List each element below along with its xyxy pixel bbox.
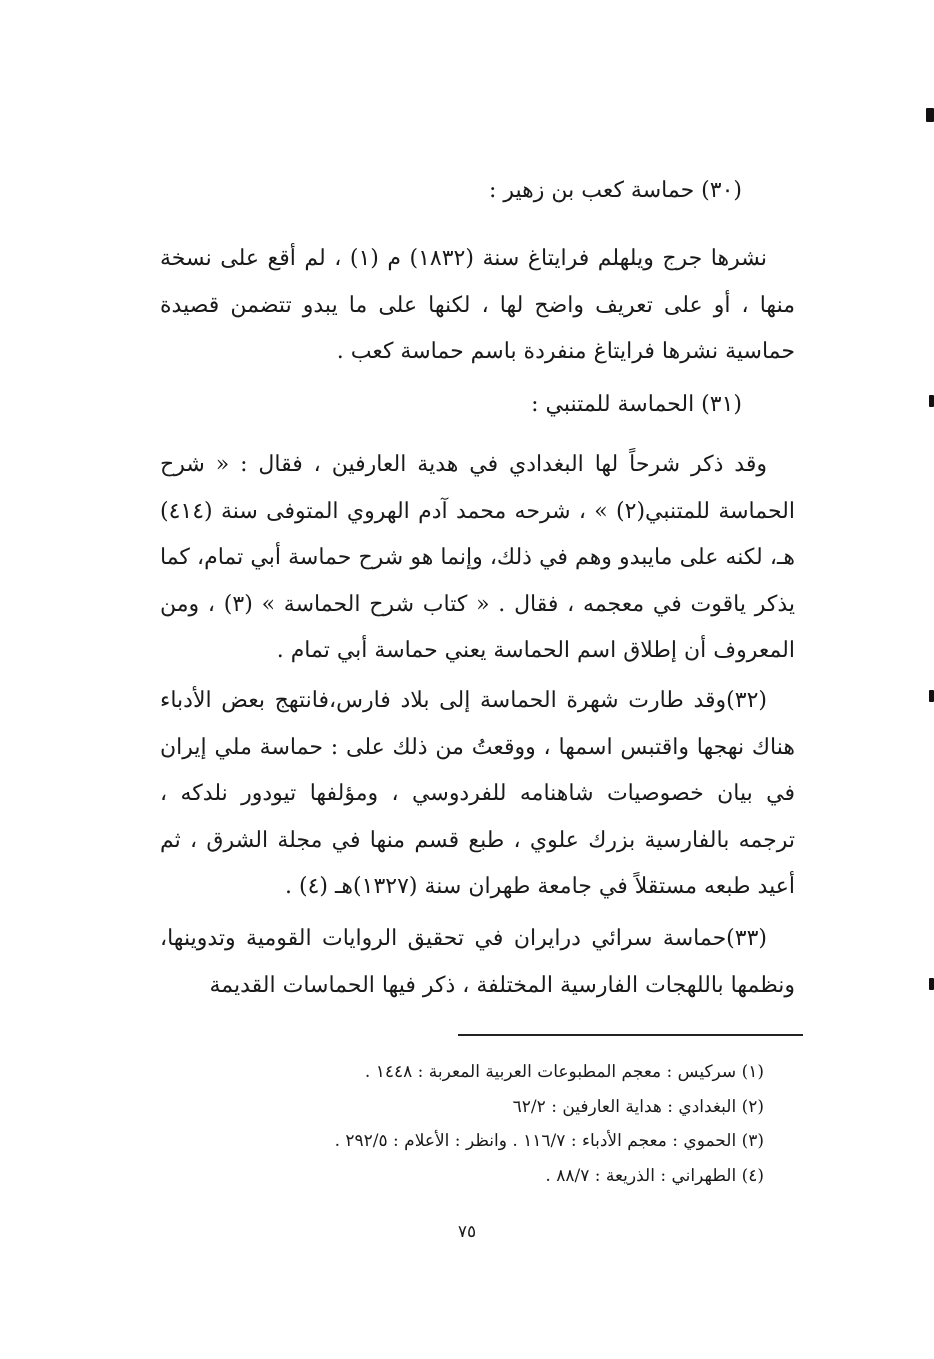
section-heading-30: (٣٠) حماسة كعب بن زهير : <box>488 178 742 203</box>
footnotes <box>335 1055 764 1193</box>
paragraph-text: (٣٣)حماسة سرائي درايران في تحقيق الروايات القومية وتدوينها، ونظمها باللهجات الفارسية المختلفة ، ذكر فيها الحماسات القديمة <box>160 926 795 998</box>
paragraph-text: (٣٢)وقد طارت شهرة الحماسة إلى بلاد فارس،فانتهج بعض الأدباء هناك نهجها واقتبس اسمها ، ووقعتُ من ذلك على : حماسة ملي إيران في بيان خصوصيات شاهنامه للفردوسي ، ومؤلفها تيودور نلدكه ، ترجمه بالفارسية بزرك علوي ، طبع قسم منها في مجلة الشرق ، ثم أعيد طبعه مستقلاً في جامعة طهران سنة (١٣٢٧)هـ (٤) . <box>160 688 795 899</box>
footnote-separator <box>458 1034 803 1036</box>
paragraph-text: نشرها جرج ويلهلم فرايتاغ سنة (١٨٣٢) م (١) ، لم أقع على نسخة منها ، أو على تعريف واضح لها ، لكنها على ما يبدو تتضمن قصيدة حماسية نشرها فرايتاغ منفردة باسم حماسة كعب . <box>160 246 795 364</box>
scan-edge-mark <box>929 690 934 702</box>
footnote-4: (٤) الطهراني : الذريعة : ٨٨/٧ . <box>545 1165 764 1186</box>
scan-edge-mark <box>926 108 934 122</box>
paragraph-32 <box>160 678 795 911</box>
paragraph-33 <box>160 916 795 1009</box>
footnote-3: (٣) الحموي : معجم الأدباء : ١١٦/٧ . وانظر : الأعلام : ٢٩٢/٥ . <box>334 1131 764 1151</box>
scan-edge-mark <box>929 395 934 407</box>
section-heading-31: (٣١) الحماسة للمتنبي : <box>531 392 742 417</box>
footnote-2: (٢) البغدادي : هداية العارفين : ٦٢/٢ <box>512 1096 764 1117</box>
footnote-1: (١) سركيس : معجم المطبوعات العربية المعربة : ١٤٤٨ . <box>364 1062 764 1082</box>
paragraph-31 <box>160 442 795 675</box>
paragraph-30 <box>160 236 795 376</box>
scan-edge-mark <box>929 978 934 990</box>
page-number: ٧٥ <box>457 1222 477 1242</box>
paragraph-text: وقد ذكر شرحاً لها البغدادي في هدية العارفين ، فقال : « شرح الحماسة للمتنبي(٢) » ، شرحه محمد آدم الهروي المتوفى سنة (٤١٤) هـ، لكنه على مايبدو وهم في ذلك، وإنما هو شرح حماسة أبي تمام، كما يذكر ياقوت في معجمه ، فقال . « كتاب شرح الحماسة » (٣) ، ومن المعروف أن إطلاق اسم الحماسة يعني حماسة أبي تمام . <box>160 452 796 663</box>
